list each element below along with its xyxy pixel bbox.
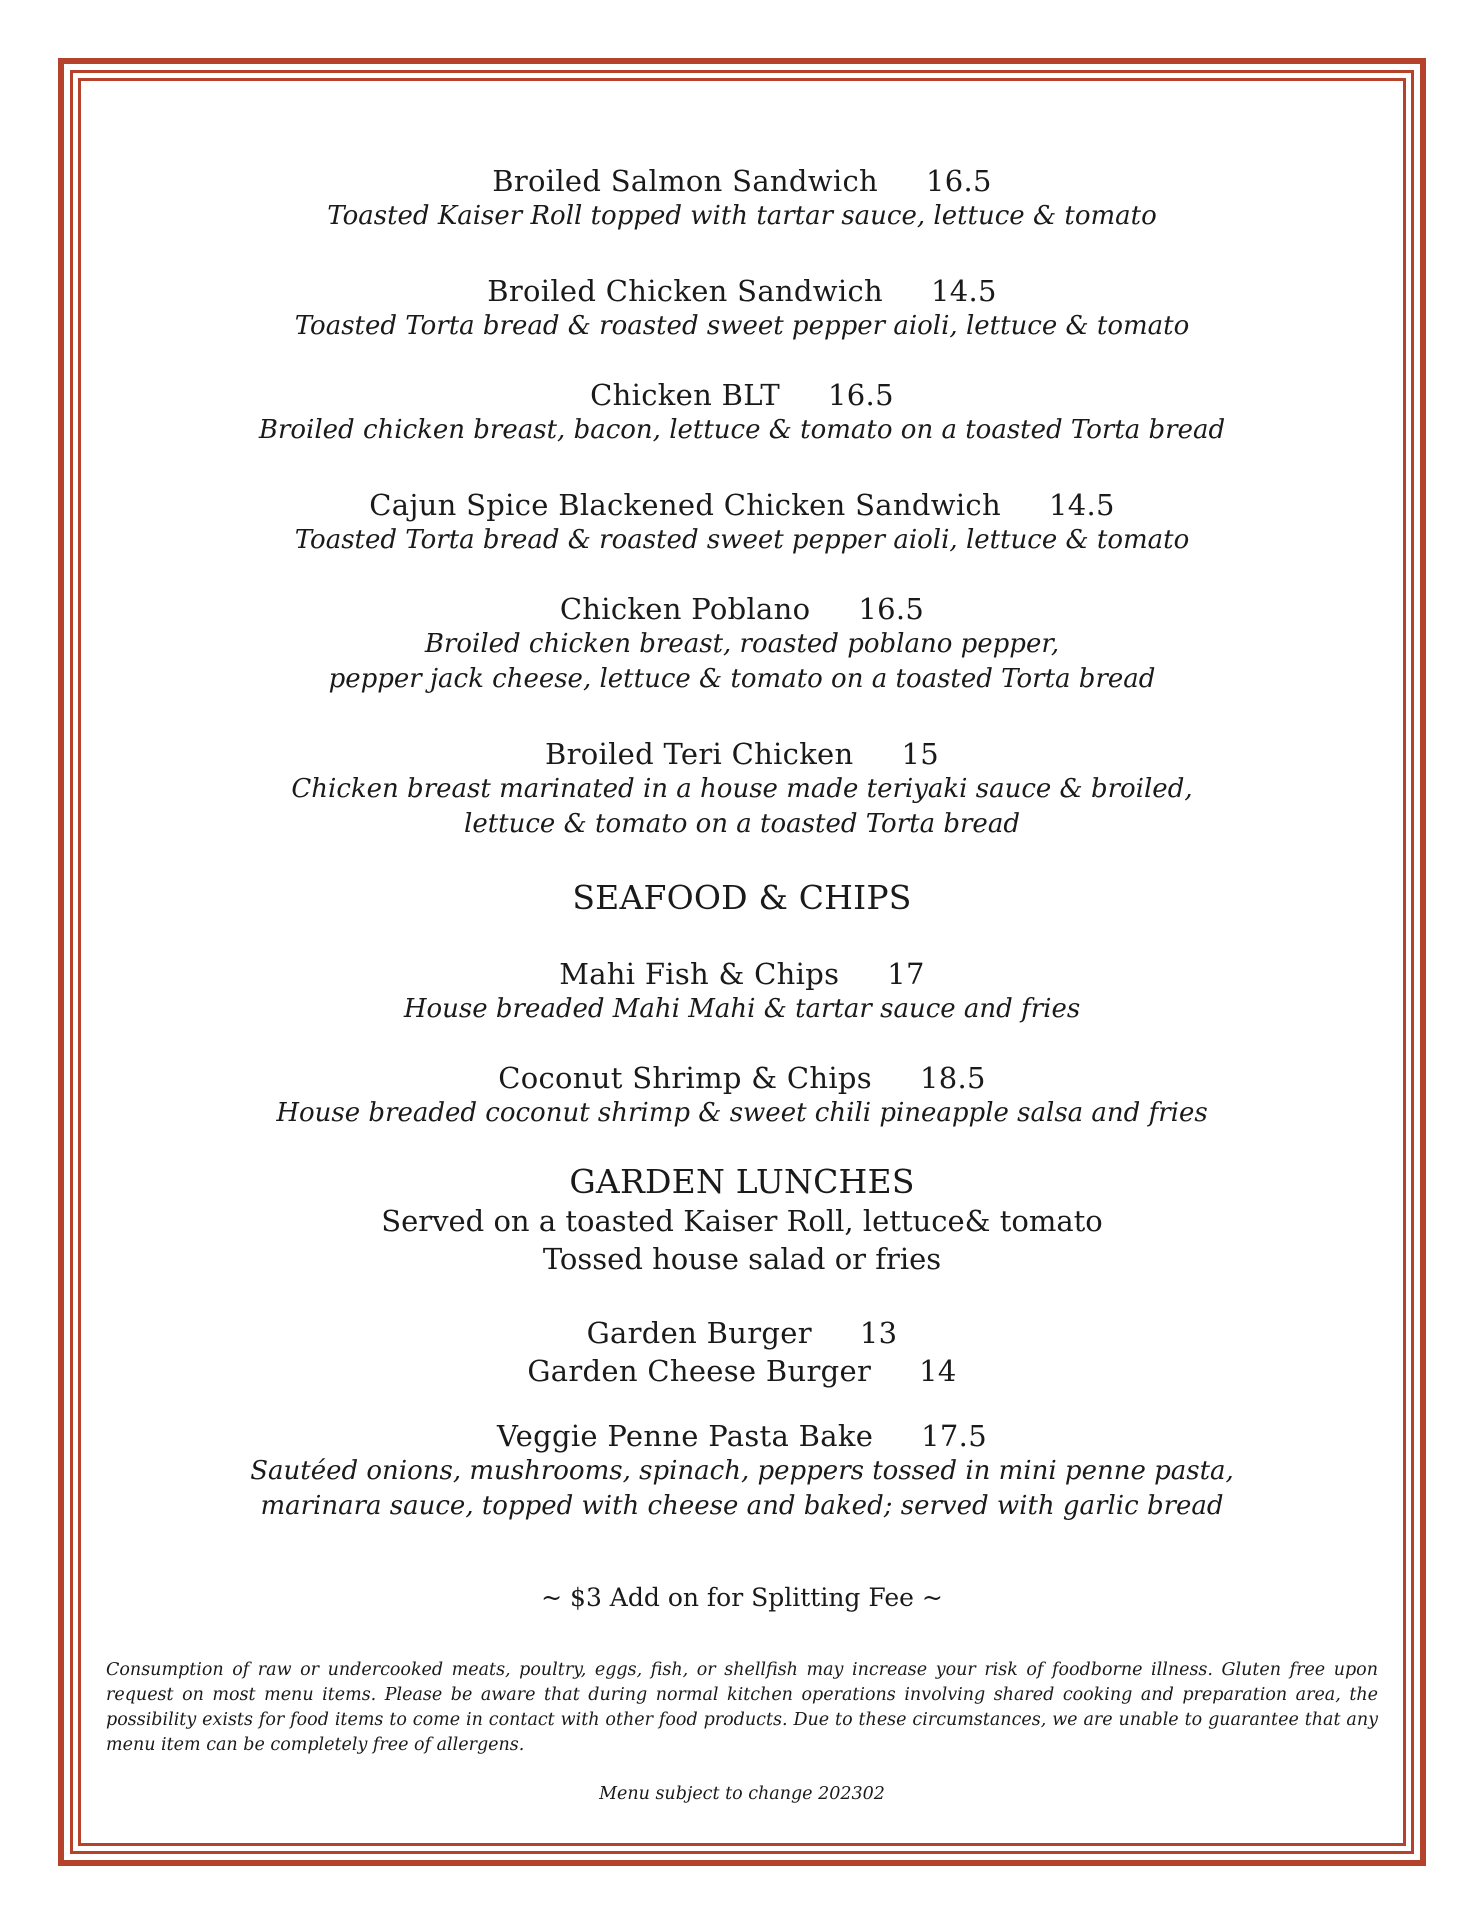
garden-intro-line: Served on a toasted Kaiser Roll, lettuce& tomato bbox=[381, 1204, 1103, 1238]
item-price: 17.5 bbox=[921, 1419, 987, 1453]
item-price: 16.5 bbox=[858, 592, 925, 626]
item-description: House breaded coconut shrimp & sweet chili pineapple salsa and fries bbox=[276, 1098, 1208, 1128]
garden-intro-line: Tossed house salad or fries bbox=[542, 1242, 942, 1276]
menu-item bbox=[90, 1060, 1394, 1131]
item-description: lettuce & tomato on a toasted Torta bread bbox=[464, 809, 1020, 839]
item-description: Sautéed onions, mushrooms, spinach, peppers tossed in mini penne pasta, bbox=[250, 1456, 1234, 1486]
item-price: 13 bbox=[859, 1316, 898, 1350]
section-heading-seafood: SEAFOOD & CHIPS bbox=[572, 878, 912, 917]
splitting-fee-note: ~ $3 Add on for Splitting Fee ~ bbox=[541, 1583, 943, 1612]
item-price: 14.5 bbox=[930, 274, 997, 308]
item-price: 18.5 bbox=[919, 1061, 986, 1095]
item-price: 16.5 bbox=[828, 378, 894, 412]
item-description: marinara sauce, topped with cheese and baked; served with garlic bread bbox=[260, 1491, 1224, 1521]
item-name: Chicken BLT bbox=[590, 378, 781, 412]
menu-item bbox=[90, 591, 1394, 697]
menu-item bbox=[90, 1418, 1394, 1524]
menu-item bbox=[90, 273, 1394, 344]
menu-item bbox=[90, 163, 1394, 234]
item-name: Broiled Chicken Sandwich bbox=[487, 274, 883, 308]
item-price: 14.5 bbox=[1048, 488, 1115, 522]
item-description: House breaded Mahi Mahi & tartar sauce and fries bbox=[403, 994, 1081, 1024]
item-name: Garden Burger bbox=[586, 1316, 812, 1350]
item-description: Broiled chicken breast, roasted poblano pepper, bbox=[424, 629, 1060, 659]
item-name: Broiled Teri Chicken bbox=[544, 737, 854, 771]
item-price: 15 bbox=[901, 737, 940, 771]
menu-item bbox=[90, 956, 1394, 1027]
item-description: Chicken breast marinated in a house made teriyaki sauce & broiled, bbox=[291, 774, 1193, 804]
item-description: Toasted Torta bread & roasted sweet pepper aioli, lettuce & tomato bbox=[294, 525, 1190, 555]
garden-burgers bbox=[90, 1314, 1394, 1390]
section-heading-garden: GARDEN LUNCHES bbox=[569, 1162, 915, 1201]
item-name: Coconut Shrimp & Chips bbox=[498, 1061, 872, 1095]
item-name: Mahi Fish & Chips bbox=[559, 957, 840, 991]
menu-change-note: Menu subject to change 202302 bbox=[599, 1784, 885, 1804]
item-name: Cajun Spice Blackened Chicken Sandwich bbox=[369, 488, 1001, 522]
item-price: 14 bbox=[919, 1354, 957, 1388]
item-name: Veggie Penne Pasta Bake bbox=[497, 1419, 874, 1453]
item-name: Broiled Salmon Sandwich bbox=[492, 164, 878, 198]
menu-page bbox=[90, 90, 1394, 1830]
menu-item bbox=[90, 487, 1394, 558]
item-description: pepper jack cheese, lettuce & tomato on a toasted Torta bread bbox=[328, 664, 1156, 694]
item-price: 17 bbox=[887, 957, 925, 991]
item-name: Chicken Poblano bbox=[559, 592, 811, 626]
item-description: Toasted Kaiser Roll topped with tartar sauce, lettuce & tomato bbox=[327, 201, 1157, 231]
item-name: Garden Cheese Burger bbox=[527, 1354, 872, 1388]
menu-item bbox=[90, 736, 1394, 842]
item-price: 16.5 bbox=[925, 164, 992, 198]
garden-intro bbox=[90, 1202, 1394, 1278]
item-description: Broiled chicken breast, bacon, lettuce & tomato on a toasted Torta bread bbox=[258, 415, 1226, 445]
menu-item bbox=[90, 377, 1394, 448]
allergen-disclaimer: Consumption of raw or undercooked meats, poultry, eggs, fish, or shellfish may increase your risk of foodborne illness. Gluten free upon request on most menu items. Please be aware that during normal kitchen operations involving shared cooking and preparation area, the possibility exists for food items to come in contact with other food products. Due to these circumstances, we are unable to guarantee that any menu item can be completely free of allergens. bbox=[106, 1660, 1378, 1755]
item-description: Toasted Torta bread & roasted sweet pepper aioli, lettuce & tomato bbox=[294, 311, 1190, 341]
